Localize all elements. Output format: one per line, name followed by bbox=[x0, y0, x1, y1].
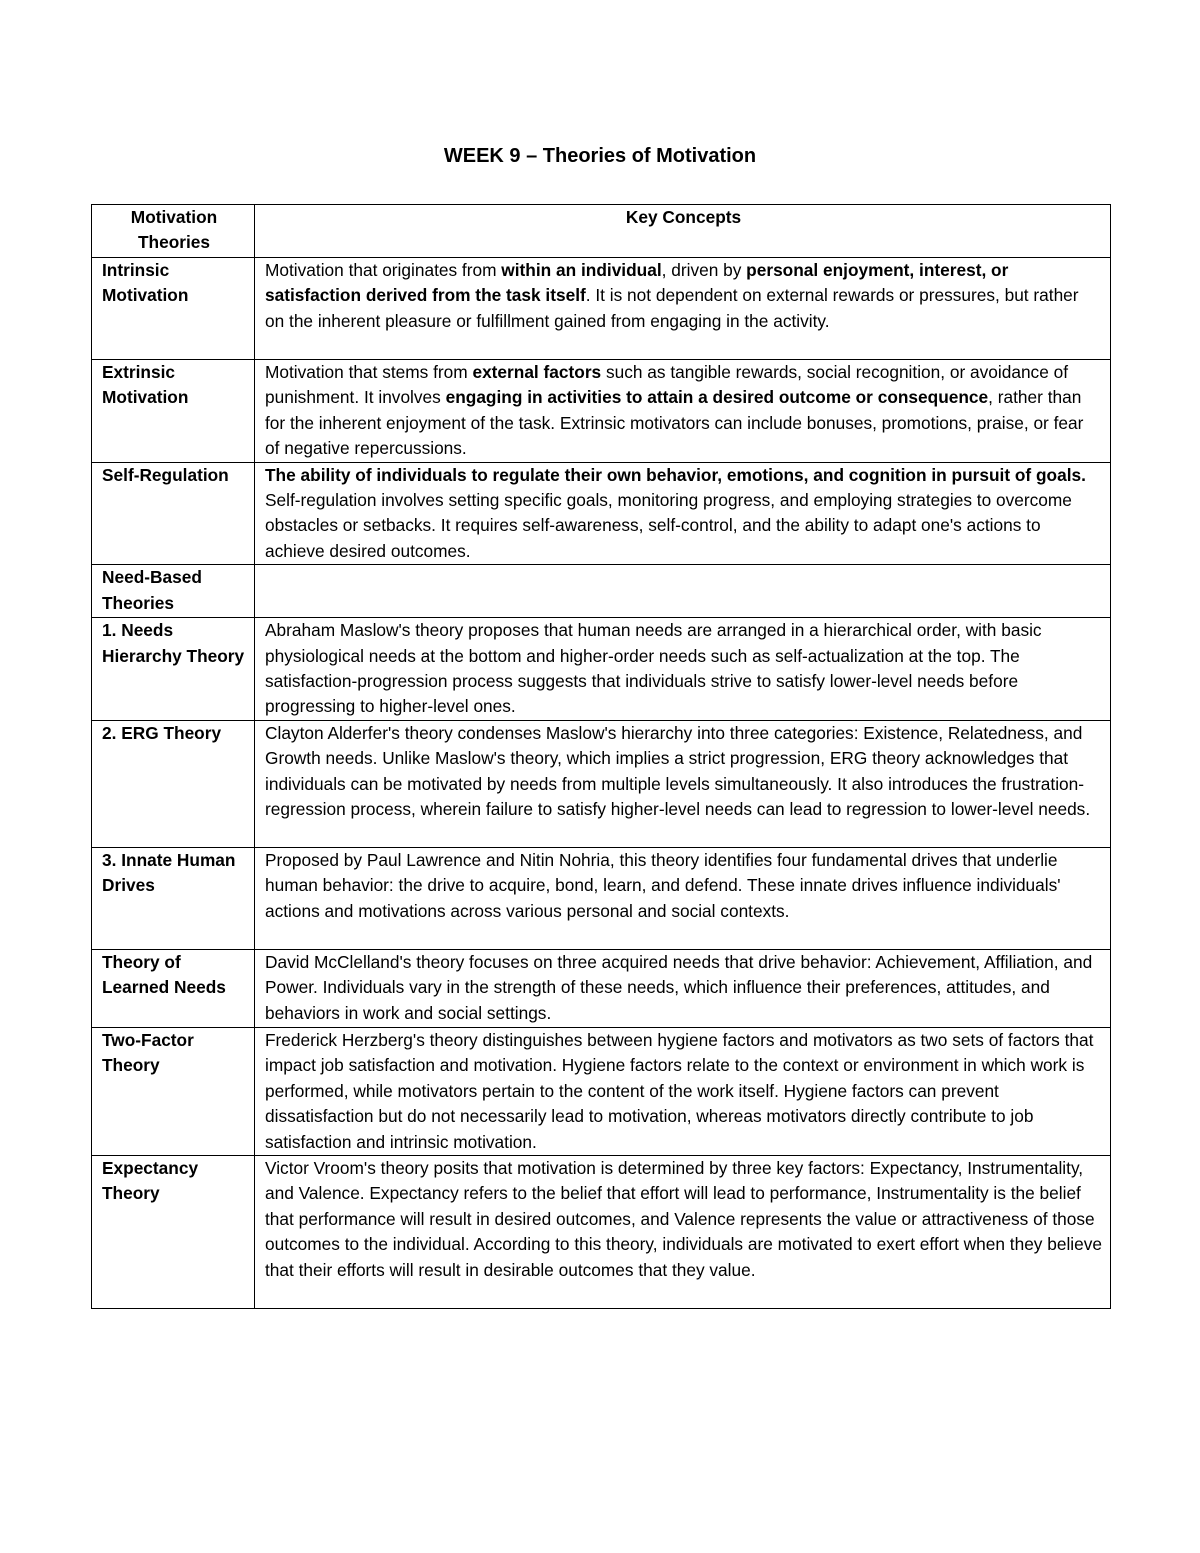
concept-plain-text: Proposed by Paul Lawrence and Nitin Nohria, this theory identifies four fundamental drives that underlie human behavior: the drive to acquire, bond, learn, and defend. These innate drives influence individuals' actions and motivations across various personal and social contexts. bbox=[265, 849, 1061, 921]
page-title: WEEK 9 – Theories of Motivation bbox=[443, 145, 757, 167]
concept-bold-text: personal enjoyment, interest, or satisfaction derived from the task itself bbox=[265, 260, 1009, 306]
table-row bbox=[92, 565, 1111, 618]
theory-cell bbox=[92, 618, 255, 721]
concept-cell bbox=[255, 847, 1111, 949]
concept-bold-text: engaging in activities to attain a desired outcome or consequence bbox=[445, 387, 989, 408]
theory-name: Self-Regulation bbox=[102, 464, 229, 485]
concept-plain-text: such as tangible rewards, social recognition, or avoidance of punishment. It involves bbox=[265, 362, 1069, 408]
theory-name: 2. ERG Theory bbox=[102, 722, 222, 743]
table-row bbox=[92, 618, 1111, 721]
concept-text bbox=[265, 360, 1102, 462]
concept-cell bbox=[255, 618, 1111, 721]
theory-name: Theory of Learned Needs bbox=[102, 951, 226, 998]
concept-text bbox=[265, 848, 1102, 924]
theory-cell bbox=[92, 462, 255, 565]
theory-name: 1. Needs Hierarchy Theory bbox=[102, 620, 245, 666]
concept-plain-text: Victor Vroom's theory posits that motivation is determined by three key factors: Expectancy, Instrumentality, and Valence. Expectancy refers to the belief that effort will lead to performance, Instrumentality is the belief that performance will result in desired outcomes, and Valence represents the value or attractiveness of those outcomes to the individual. According to this theory, individuals are motivated to exert effort when they believe that their efforts will result in desirable outcomes that they value. bbox=[265, 1157, 1103, 1280]
concept-cell bbox=[255, 720, 1111, 847]
theory-name: 3. Innate Human Drives bbox=[102, 849, 236, 896]
header-cell-theory bbox=[92, 205, 255, 258]
concept-cell bbox=[255, 565, 1111, 618]
concept-plain-text: Clayton Alderfer's theory condenses Maslow's hierarchy into three categories: Existence, Relatedness, and Growth needs. Unlike Maslow's theory, which implies a strict progression, ERG theory acknowledges that individuals can be motivated by needs from multiple levels simultaneously. It also introduces the frustration-regression process, wherein failure to satisfy higher-level needs can lead to regression to lower-level needs. bbox=[265, 722, 1091, 820]
theory-cell bbox=[92, 565, 255, 618]
concept-bold-text: external factors bbox=[472, 362, 602, 382]
concept-plain-text: , rather than for the inherent enjoyment of the task. Extrinsic motivators can include bonuses, promotions, praise, or fear of negative repercussions. bbox=[265, 387, 1084, 459]
theory-name: Expectancy Theory bbox=[102, 1157, 199, 1204]
concept-plain-text: Abraham Maslow's theory proposes that human needs are arranged in a hierarchical order, with basic physiological needs at the bottom and higher-order needs such as self-actualization at the top. The satisfaction-progression process suggests that individuals strive to satisfy lower-level needs before progressing to higher-level ones. bbox=[265, 620, 1042, 717]
table-row bbox=[92, 462, 1111, 565]
concept-plain-text: . It is not dependent on external rewards or pressures, but rather on the inherent pleasure or fulfillment gained from engaging in the activity. bbox=[265, 285, 1079, 331]
theory-cell bbox=[92, 360, 255, 463]
table-row bbox=[92, 1155, 1111, 1308]
concept-text bbox=[265, 463, 1102, 565]
table-row bbox=[92, 949, 1111, 1027]
theory-name: Two-Factor Theory bbox=[102, 1029, 194, 1076]
concept-plain-text: Frederick Herzberg's theory distinguishes between hygiene factors and motivators as two sets of factors that impact job satisfaction and motivation. Hygiene factors relate to the context or environment in which work is performed, while motivators pertain to the content of the work itself. Hygiene factors can prevent dissatisfaction but do not necessarily lead to motivation, whereas motivators directly contribute to job satisfaction and intrinsic motivation. bbox=[265, 1029, 1094, 1152]
theory-name: Extrinsic Motivation bbox=[102, 362, 189, 408]
header-concepts: Key Concepts bbox=[625, 207, 742, 227]
theory-name: Need-Based Theories bbox=[102, 567, 202, 613]
concept-text bbox=[265, 950, 1102, 1026]
concept-plain-text: , driven by bbox=[661, 260, 747, 280]
theory-cell bbox=[92, 720, 255, 847]
concept-text bbox=[265, 1156, 1102, 1283]
theories-table bbox=[91, 204, 1111, 1309]
concept-text bbox=[265, 258, 1102, 334]
concept-plain-text: Motivation that originates from bbox=[265, 260, 502, 280]
table-row bbox=[92, 847, 1111, 949]
table-row bbox=[92, 360, 1111, 463]
table-row bbox=[92, 1027, 1111, 1155]
concept-text bbox=[265, 721, 1102, 823]
concept-text bbox=[265, 1028, 1102, 1155]
theory-cell bbox=[92, 258, 255, 360]
theory-cell bbox=[92, 1027, 255, 1155]
concept-text bbox=[265, 618, 1102, 720]
theory-name: Intrinsic Motivation bbox=[102, 260, 189, 306]
theory-cell bbox=[92, 949, 255, 1027]
concept-cell bbox=[255, 1155, 1111, 1308]
concept-cell bbox=[255, 462, 1111, 565]
table-row bbox=[92, 720, 1111, 847]
theory-cell bbox=[92, 1155, 255, 1308]
concept-bold-text: within an individual bbox=[501, 260, 662, 280]
concept-plain-text: Motivation that stems from bbox=[265, 362, 473, 382]
concept-cell bbox=[255, 360, 1111, 463]
table-header-row bbox=[92, 205, 1111, 258]
concept-cell bbox=[255, 949, 1111, 1027]
header-cell-concepts bbox=[255, 205, 1111, 258]
theory-cell bbox=[92, 847, 255, 949]
concept-bold-text: The ability of individuals to regulate their own behavior, emotions, and cognition in pursuit of goals. bbox=[265, 464, 1086, 485]
concept-plain-text: Self-regulation involves setting specific goals, monitoring progress, and employing strategies to overcome obstacles or setbacks. It requires self-awareness, self-control, and the ability to adapt one's actions to achieve desired outcomes. bbox=[265, 490, 1072, 561]
concept-cell bbox=[255, 1027, 1111, 1155]
header-theory: Motivation Theories bbox=[130, 207, 218, 253]
concept-plain-text: David McClelland's theory focuses on three acquired needs that drive behavior: Achievement, Affiliation, and Power. Individuals vary in the strength of these needs, which influence their preferences, attitudes, and behaviors in work and social settings. bbox=[265, 951, 1093, 1023]
concept-cell bbox=[255, 258, 1111, 360]
table-row bbox=[92, 258, 1111, 360]
